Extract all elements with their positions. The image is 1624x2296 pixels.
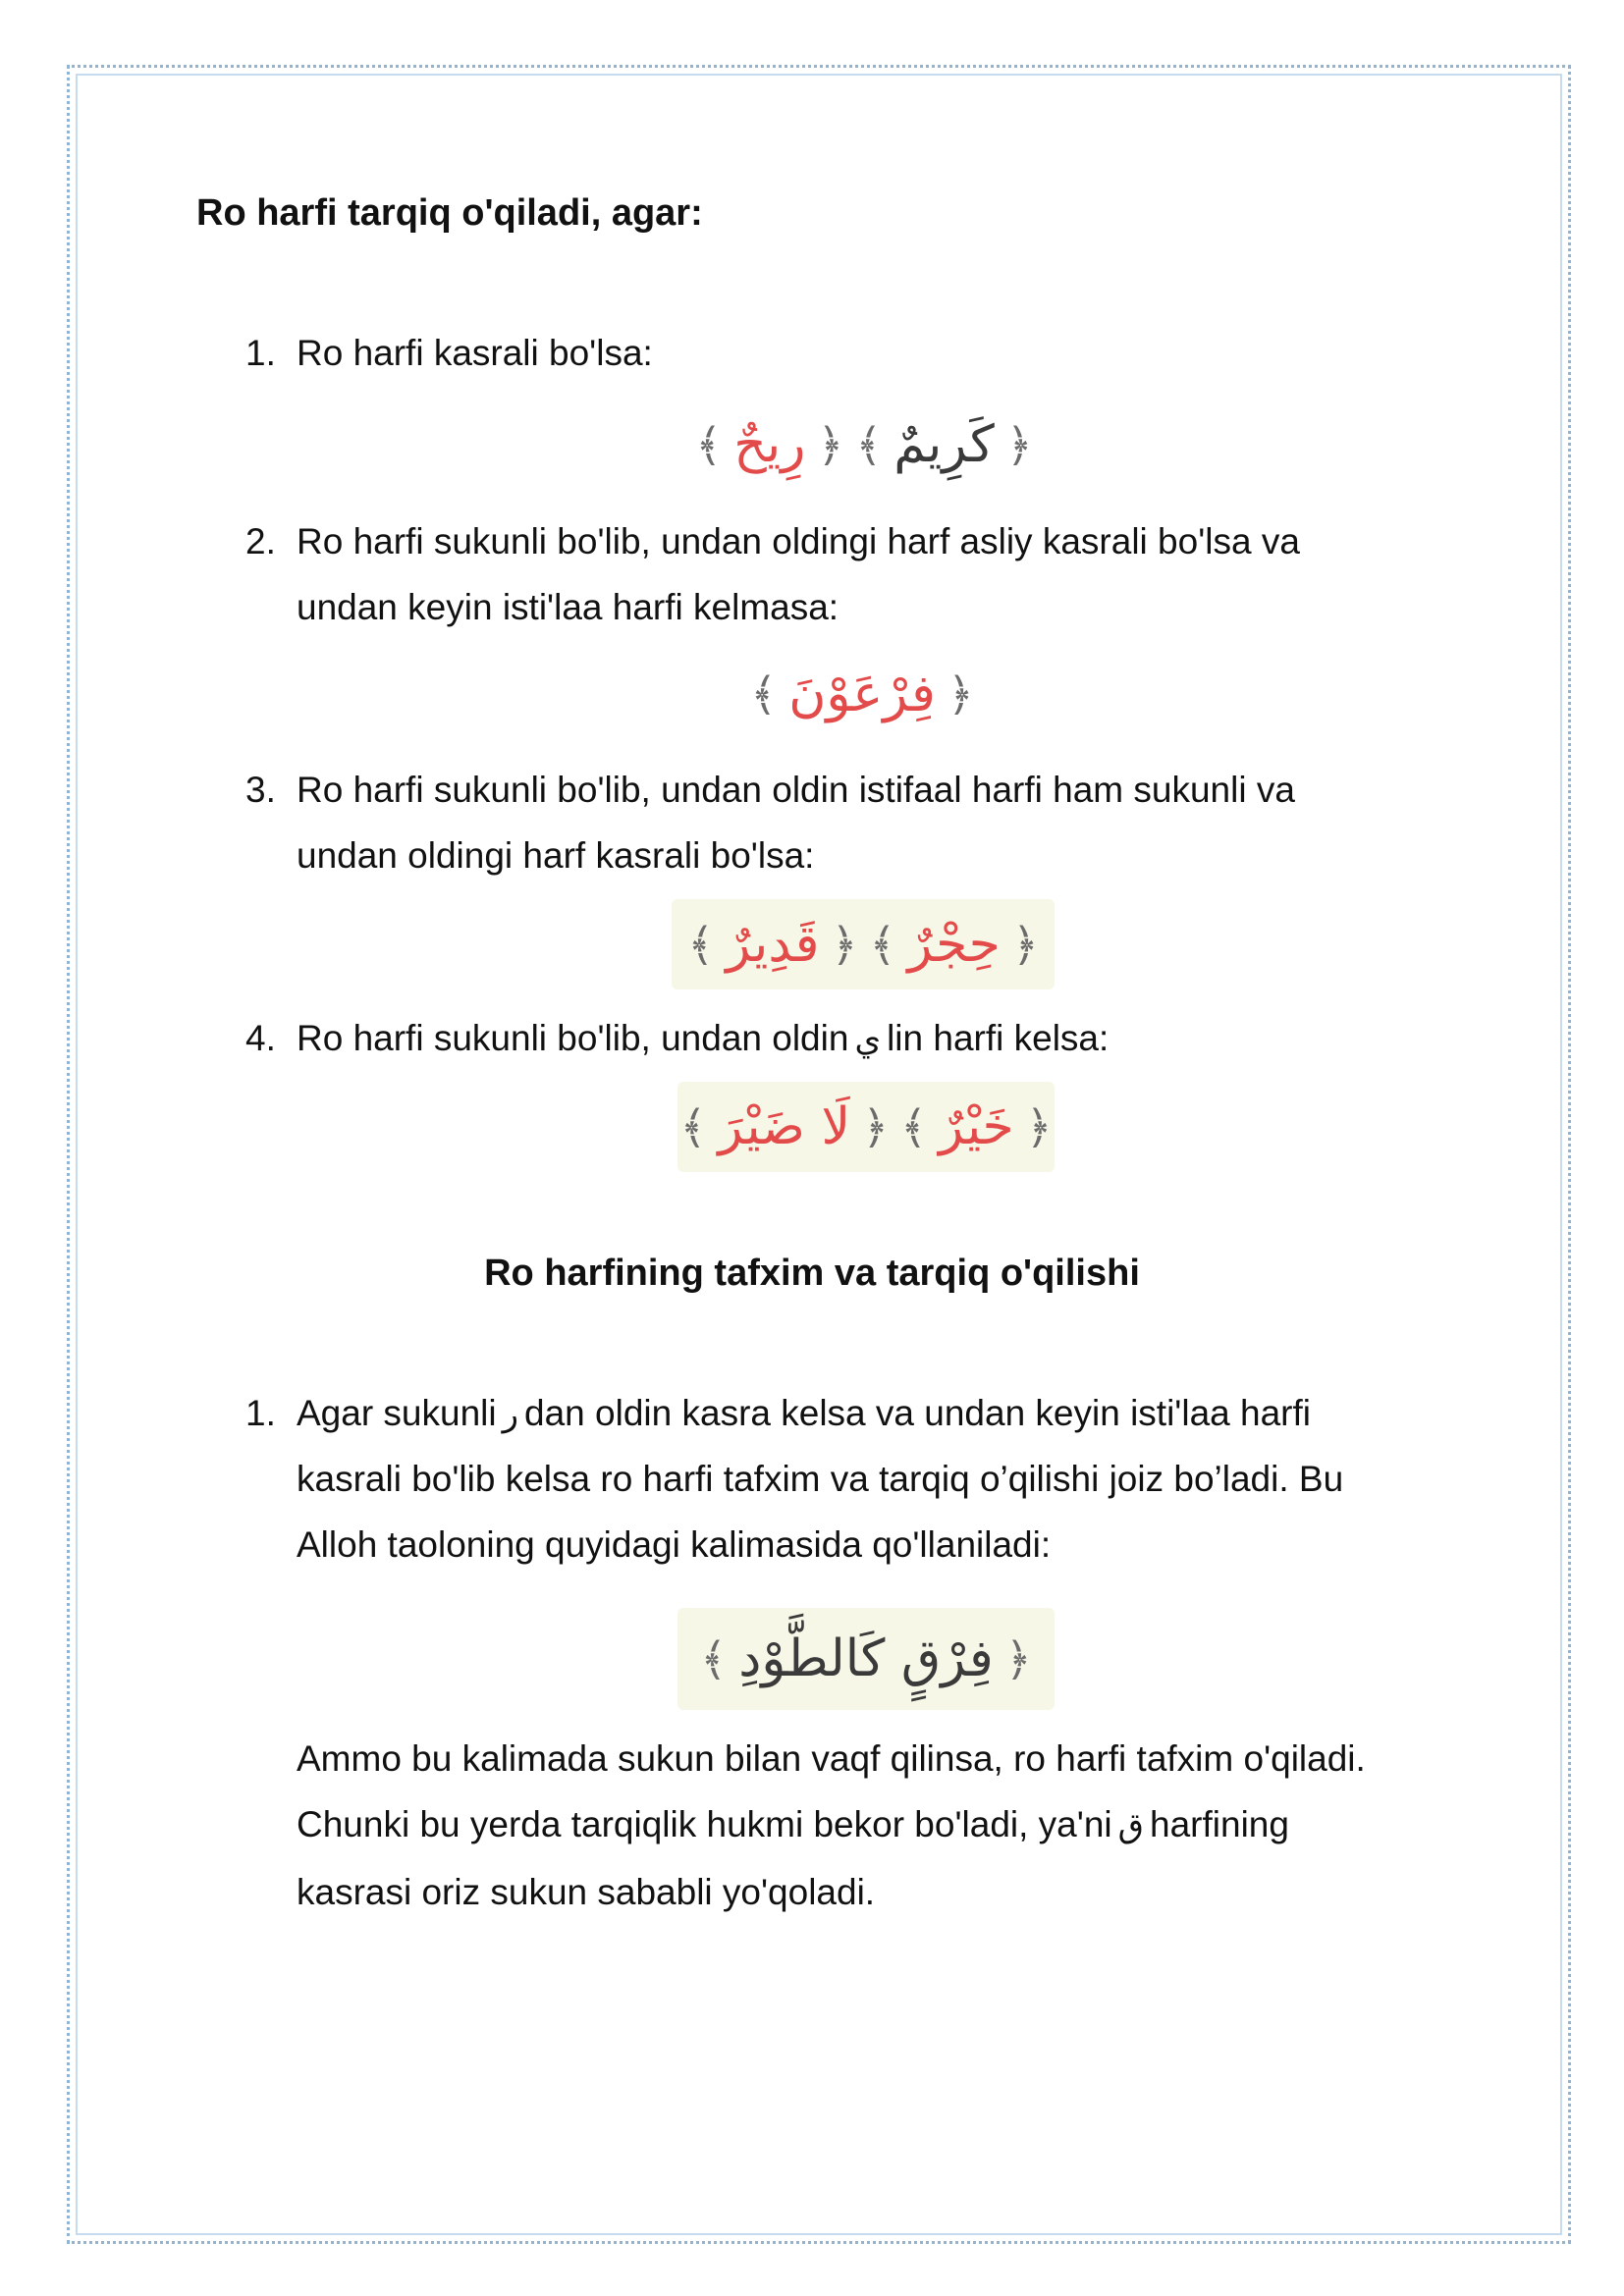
arabic-word: خَيْرٌ [939,1097,1014,1156]
list-text: Ro harfi sukunli bo'lib, undan oldingi harf asliy kasrali bo'lsa va [297,521,1300,561]
arabic-word: فِرْعَوْنَ [788,665,936,723]
paragraph-line: Ammo bu kalimada sukun bilan vaqf qilinsa, ro harfi tafxim o'qiladi. [297,1738,1366,1779]
list-number: 4. [245,1018,276,1058]
ornament-icon: ﴾ [687,918,715,971]
ornament-icon: ﴾ [700,1632,728,1685]
arabic-word: حِجْرٌ [907,915,1001,974]
list-number: 1. [245,1393,276,1433]
arabic-example-3 [672,899,1055,989]
ornament-icon: ﴾ [869,918,896,971]
ornament-icon: ﴿ [817,418,844,471]
ornament-icon: ﴿ [1025,1100,1053,1153]
ornament-icon: ﴾ [679,1100,707,1153]
arabic-word: فِرْقٍ كَالطَّوْدِ [738,1629,994,1688]
inline-arabic-letter: ق [1117,1806,1145,1845]
list-text: Agar sukunli ر dan oldin kasra kelsa va undan keyin isti'laa harfi [297,1393,1312,1434]
ornament-icon: ﴿ [947,667,974,721]
paragraph-line: kasrasi oriz sukun sababli yo'qoladi. [297,1872,876,1912]
explanation-paragraph [297,1726,1514,1932]
list-number: 3. [245,770,276,810]
list-text: Ro harfi kasrali bo'lsa: [297,333,653,373]
arabic-word: كَرِيمٌ [893,415,995,474]
list-text: Ro harfi sukunli bo'lib, undan oldin ي lin harfi kelsa: [297,1018,1110,1059]
arabic-word: رِيحٌ [733,415,806,474]
ornament-icon: ﴾ [900,1100,928,1153]
ornament-icon: ﴿ [1011,918,1039,971]
section-heading: Ro harfi tarqiq o'qiladi, agar: [196,192,703,234]
ornament-icon: ﴾ [855,418,883,471]
ornament-icon: ﴿ [862,1100,890,1153]
ornament-icon: ﴾ [695,418,723,471]
inline-arabic-letter: ر [502,1395,519,1434]
list-text: Ro harfi sukunli bo'lib, undan oldin istifaal harfi ham sukunli va [297,770,1295,810]
list-text: undan keyin isti'laa harfi kelmasa: [297,587,839,627]
list-item [245,508,1463,646]
list-text: kasrali bo'lib kelsa ro harfi tafxim va tarqiq o’qilishi joiz bo’ladi. Bu [297,1459,1344,1499]
list-number: 1. [245,333,276,373]
ornament-icon: ﴾ [750,667,778,721]
ornament-icon: ﴿ [1004,1632,1032,1685]
list-text: undan oldingi harf kasrali bo'lsa: [297,835,815,876]
section-subheading: Ro harfining tafxim va tarqiq o'qilishi [484,1253,1140,1294]
list-text: Alloh taoloning quyidagi kalimasida qo'llaniladi: [297,1524,1052,1565]
arabic-example-2 [744,652,980,736]
paragraph-line: Chunki bu yerda tarqiqlik hukmi bekor bo'ladi, ya'ni ق harfining [297,1804,1289,1845]
arabic-word: لَا ضَيْرَ [718,1097,851,1156]
arabic-example-5 [677,1608,1055,1710]
arabic-example-1 [668,402,1060,487]
list-item [245,1380,1463,1586]
arabic-example-4 [677,1082,1055,1172]
ornament-icon: ﴿ [831,918,858,971]
ornament-icon: ﴿ [1005,418,1033,471]
list-number: 2. [245,521,276,561]
list-item [245,757,1463,894]
arabic-word: قَدِيرٌ [726,915,820,974]
inline-arabic-letter: ي [854,1020,882,1059]
